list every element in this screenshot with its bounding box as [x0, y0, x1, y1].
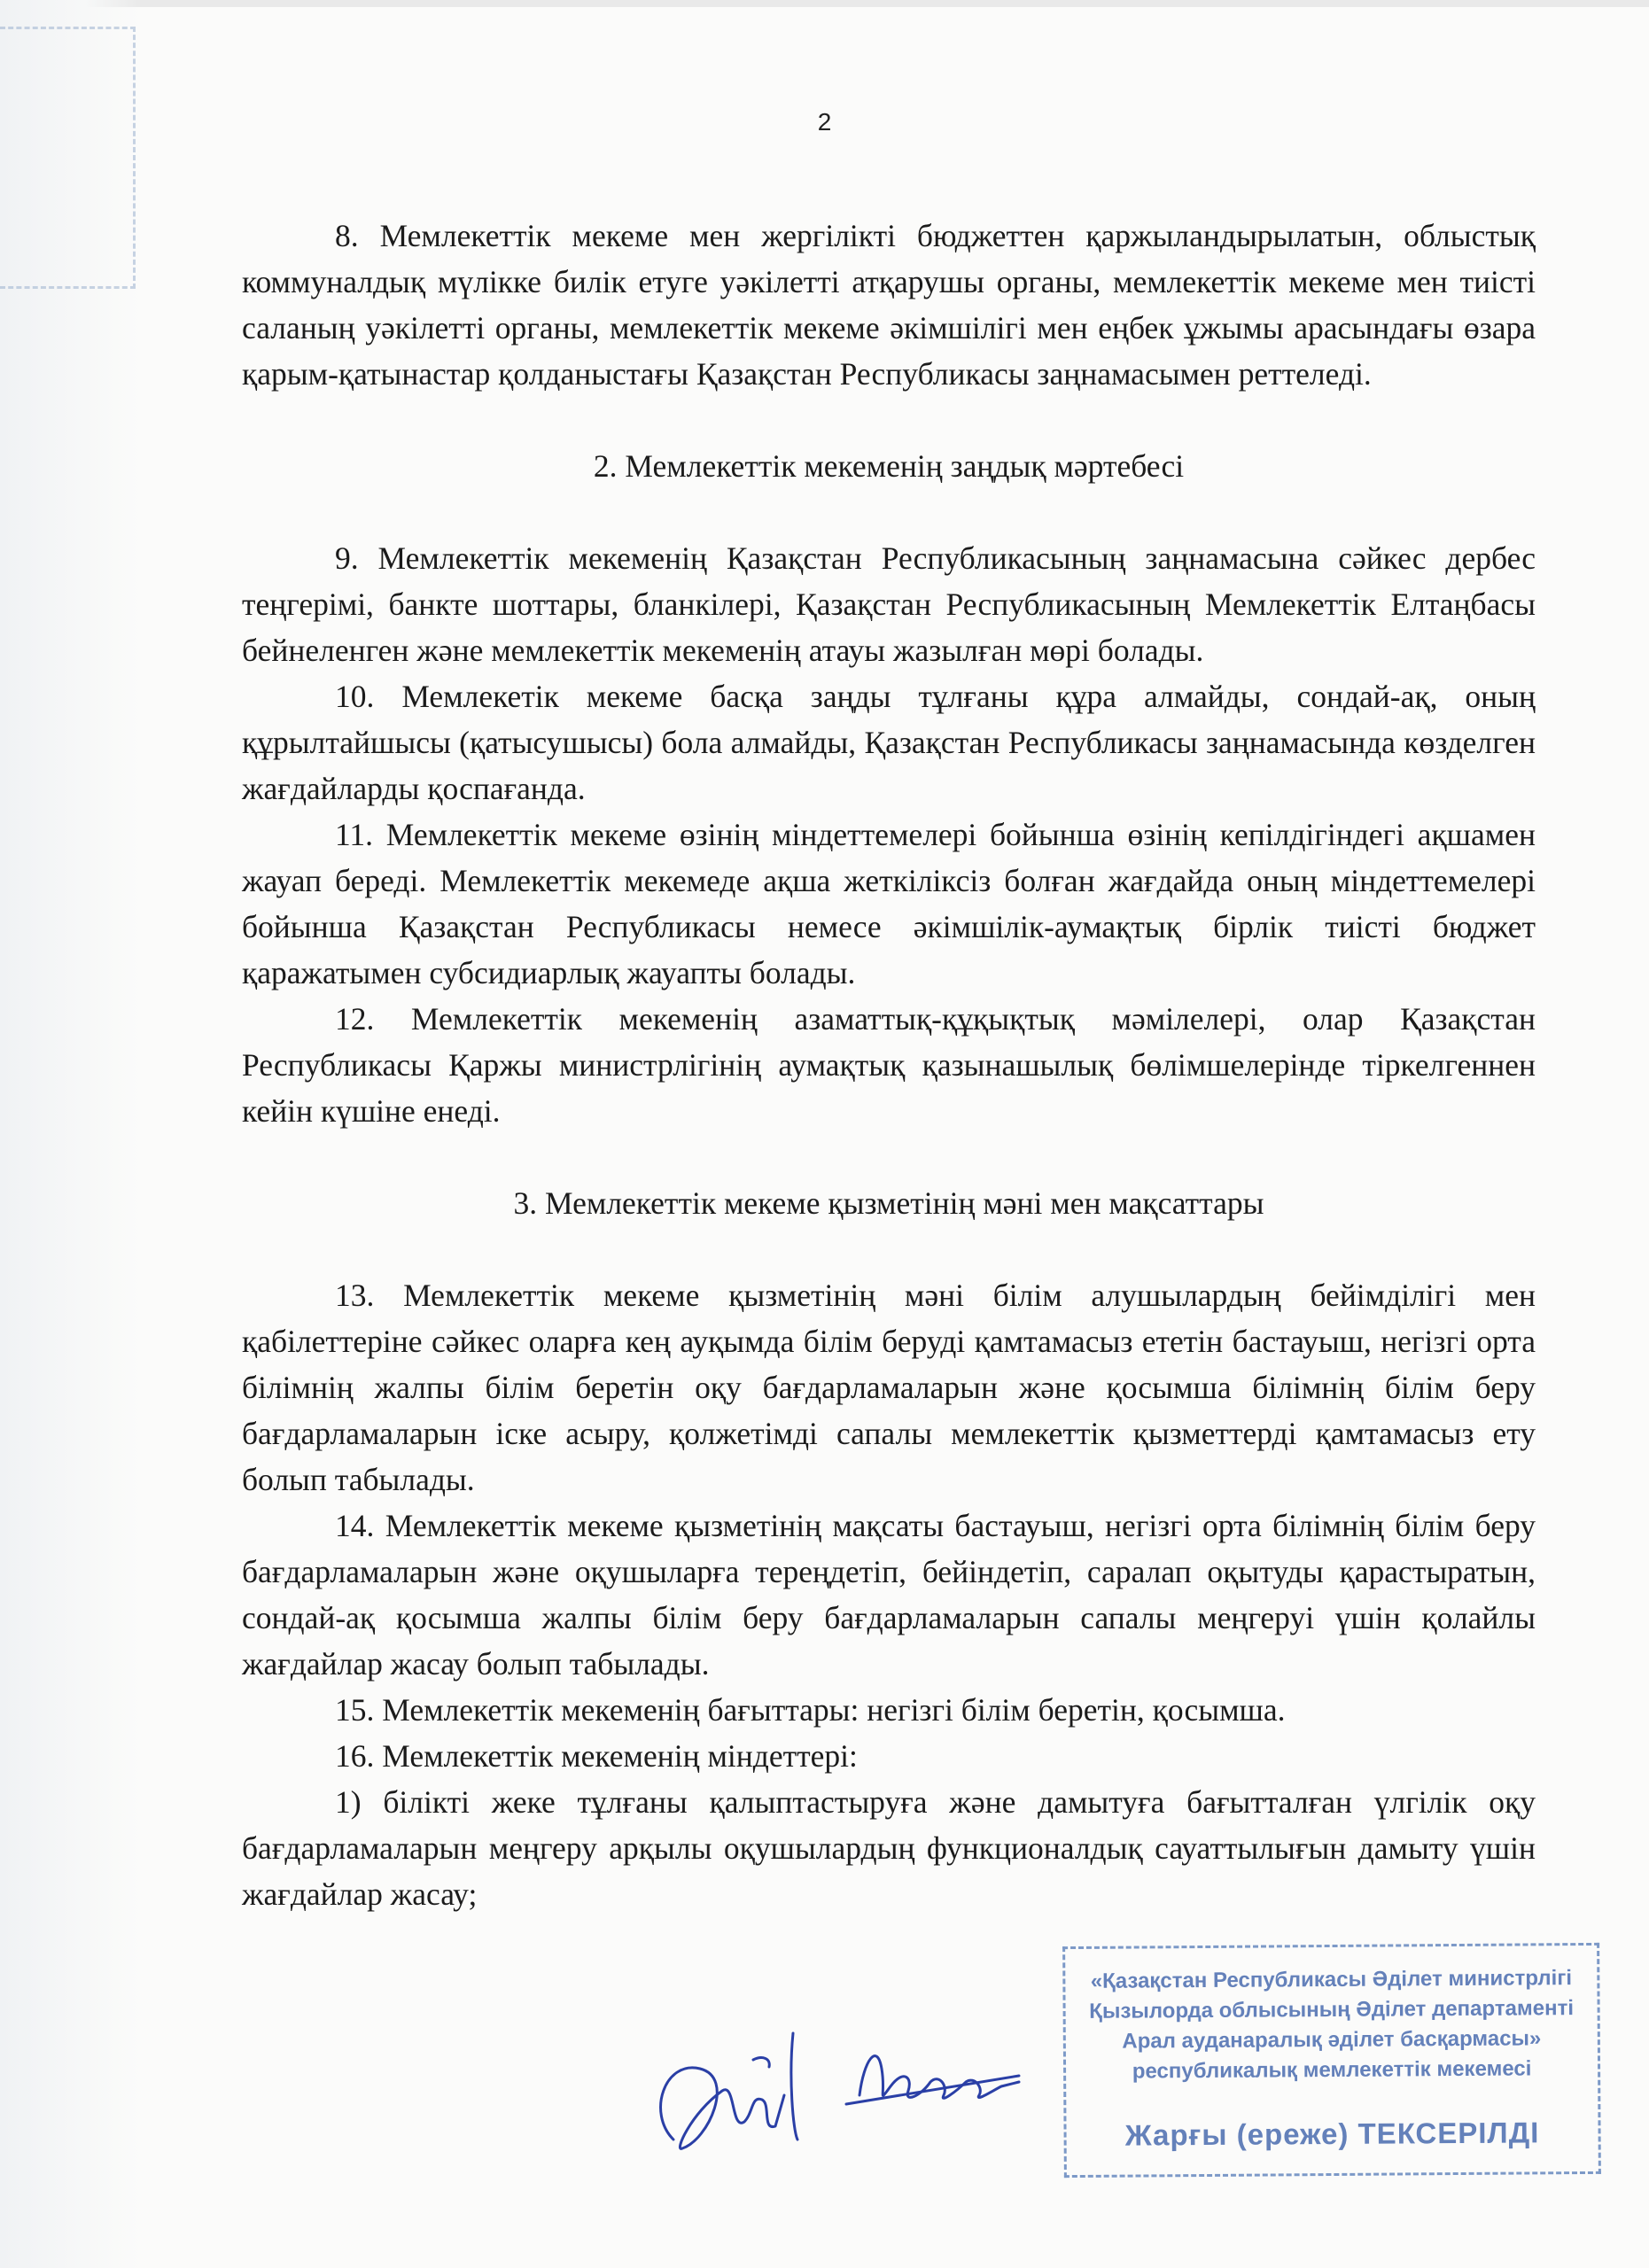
paragraph-14: 14. Мемлекеттік мекеме қызметінің мақсаты бастауыш, негізгі орта білімнің білім беру бағдарламаларын және оқушыларға тереңдетіп, бейіндетіп, саралап оқытуды қарастыратын, сондай-ақ қосымша жалпы білім беру бағдарламаларын сапалы меңгеруі үшін қолайлы жағдайлар жасау болып табылады. [242, 1508, 1536, 1682]
paragraph-13: 13. Мемлекеттік мекеме қызметінің мәні білім алушылардың бейімділігі мен қабілеттеріне сәйкес оларға кең ауқымда білім беруді қамтамасыз ететін бастауыш, негізгі орта білімнің жалпы білім беретін оқу бағдарламаларын және қосымша білімнің білім беру бағдарламаларын іске асыру, қолжетімді сапалы мемлекеттік қызметтерді қамтамасыз ету болып табылады. [242, 1278, 1536, 1497]
paragraph-11: 11. Мемлекеттік мекеме өзінің міндеттемелері бойынша өзінің кепілдігіндегі ақшамен жауап береді. Мемлекеттік мекемеде ақша жеткіліксіз болған жағдайда оның міндеттемелері бойынша Қазақстан Республикасы немесе әкімшілік-аумақтық бірлік тиісті бюджет қаражатымен субсидиарлық жауапты болады. [242, 817, 1536, 990]
document-body [242, 213, 1536, 1917]
stamp-line-3: Арал ауданаралық әділет басқармасы» [1122, 2026, 1542, 2054]
paragraph-16-item-1: 1) білікті жеке тұлғаны қалыптастыруға және дамытуға бағытталған үлгілік оқу бағдарламаларын меңгеру арқылы оқушылардың функционалдық сауаттылығын дамыту үшін жағдайлар жасау; [242, 1784, 1536, 1912]
section-heading-3: 3. Мемлекеттік мекеме қызметінің мәні мен мақсаттары [513, 1185, 1264, 1221]
paragraph-16: 16. Мемлекеттік мекеменің міндеттері: [335, 1738, 858, 1774]
stamp-line-2: Қызылорда облысының Әділет департаменті [1089, 1996, 1575, 2023]
paragraph-15: 15. Мемлекеттік мекеменің бағыттары: негізгі білім беретін, қосымша. [335, 1692, 1286, 1728]
handwritten-signature [638, 2007, 1099, 2184]
page-number: 2 [817, 108, 832, 136]
scan-fold-shadow [0, 0, 142, 2268]
partial-stamp-left [0, 27, 136, 289]
paragraph-8: 8. Мемлекеттік мекеме мен жергілікті бюджеттен қаржыландырылатын, облыстық коммуналдық мүлікке билік етуге уәкілетті атқарушы органы, мемлекеттік мекеме мен тиісті саланың уәкілетті органы, мемлекеттік мекеме әкімшілігі мен еңбек ұжымы арасындағы өзара қарым-қатынастар қолданыстағы Қазақстан Республикасы заңнамасымен реттеледі. [242, 218, 1536, 392]
stamp-status: Жарғы (ереже) ТЕКСЕРІЛДІ [1124, 2116, 1540, 2152]
registration-stamp [1062, 1943, 1601, 2178]
paragraph-9: 9. Мемлекеттік мекеменің Қазақстан Республикасының заңнамасына сәйкес дербес теңгерімі, банкте шоттары, бланкілері, Қазақстан Республикасының Мемлекеттік Елтаңбасы бейнеленген және мемлекеттік мекеменің атауы жазылған мөрі болады. [242, 540, 1536, 668]
scan-edge [0, 0, 1649, 7]
paragraph-12: 12. Мемлекеттік мекеменің азаматтық-құқықтық мәмілелері, олар Қазақстан Республикасы Қаржы министрлігінің аумақтық қазынашылық бөлімшелерінде тіркелгеннен кейін күшіне енеді. [242, 1001, 1536, 1129]
stamp-line-4: республикалық мемлекеттік мекемесі [1132, 2056, 1532, 2084]
section-heading-2: 2. Мемлекеттік мекеменің заңдық мәртебесі [593, 448, 1185, 484]
stamp-line-1: «Қазақстан Республикасы Әділет министрлігі [1090, 1966, 1573, 1993]
paragraph-10: 10. Мемлекетік мекеме басқа заңды тұлғаны құра алмайды, сондай-ақ, оның құрылтайшысы (қатысушысы) бола алмайды, Қазақстан Республикасы заңнамасында көзделген жағдайларды қоспағанда. [242, 679, 1536, 806]
